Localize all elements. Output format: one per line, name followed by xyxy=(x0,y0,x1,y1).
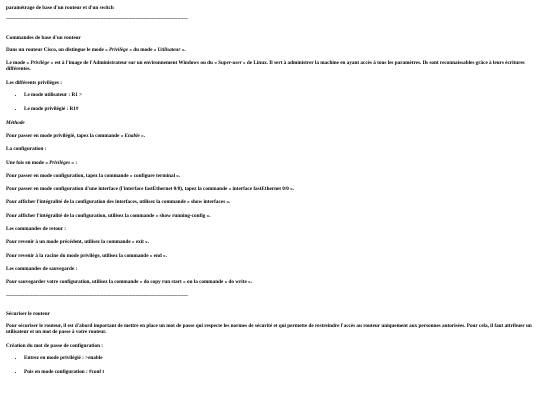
save-heading: Les commandes de sauvegarde : xyxy=(6,265,78,272)
page-title: paramétrage de base d'un routeur et d'un switch xyxy=(6,5,114,11)
config-line: Pour passer en mode configuration d'une interface (l'interface fastEthernet 0/0), tapez la commande « interface fastEthernet 0/0 ». xyxy=(6,186,295,193)
list-item: • Le mode utilisateur : R1 > xyxy=(24,92,534,98)
methode-label: Méthode xyxy=(6,119,25,126)
password-creation-heading: Création du mot de passe de configuration : xyxy=(6,342,103,349)
steps-list xyxy=(6,355,534,376)
configuration-intro: Une fois en mode « Privilèges » : xyxy=(6,159,78,166)
return-line: Pour revenir à un mode précédent, utilisez la commande « exit ». xyxy=(6,239,150,246)
privileges-heading: Les différents privilèges : xyxy=(6,79,62,86)
list-item: • Entrez en mode privilégié : >enable xyxy=(24,355,534,361)
config-line: Pour passer en mode configuration, tapez la commande « configure terminal ». xyxy=(6,172,181,179)
enable-instruction: Pour passer en mode privilégié, tapez la commande « Enable ». xyxy=(6,132,146,139)
privilege-description: Le mode « Privilège » est à l'image de l'Administrateur sur un environnement Windows ou du « Super-user » de Linux. Il sert à administrer la machine en ayant accès à tous les paramètres. Ils sont reconnaissables grâce à leurs écritures différentes. xyxy=(6,60,525,73)
return-heading: Les commandes de retour : xyxy=(6,226,67,233)
intro-paragraph: Dans un routeur Cisco, on distingue le mode « Privilège » du mode « Utilisateur ». xyxy=(6,46,186,53)
list-item: • Puis en mode configuration : #conf t xyxy=(24,369,534,375)
config-line: Pour afficher l'intégralité de la configuration, utilisez la commande « show running-config ». xyxy=(6,212,211,219)
secure-description: Pour sécuriser le routeur, il est d'abord important de mettre en place un mot de passe qui respecte les normes de sécurité et qui permette de restreindre l'accès au routeur uniquement aux personnes autorisées. Pour cela, il faut attribuer un utilisateur et un mot de passe à votre routeur. xyxy=(6,323,532,336)
list-item: • Le mode privilégié : R1# xyxy=(24,106,534,112)
save-line: Pour sauvegarder votre configuration, utilisez la commande « do copy run start » ou la commande « do write ». xyxy=(6,279,252,286)
section-heading-secure-router: Sécuriser le routeur xyxy=(6,310,50,317)
divider: ----------------------------------------------------------------------------------------------------------------------- xyxy=(6,292,188,299)
privileges-list xyxy=(6,92,534,113)
divider: ----------------------------------------------------------------------------------------------------------------------- xyxy=(6,16,188,23)
config-line: Pour afficher l'intégralité de la configuration des interfaces, utilisez la commande « show interfaces ». xyxy=(6,199,231,206)
return-line: Pour revenir à la racine du mode privilège, utilisez la commande « end ». xyxy=(6,252,167,259)
configuration-heading: La configuration : xyxy=(6,146,47,153)
section-heading-router-commands: Commandes de base d'un routeur xyxy=(6,34,81,41)
